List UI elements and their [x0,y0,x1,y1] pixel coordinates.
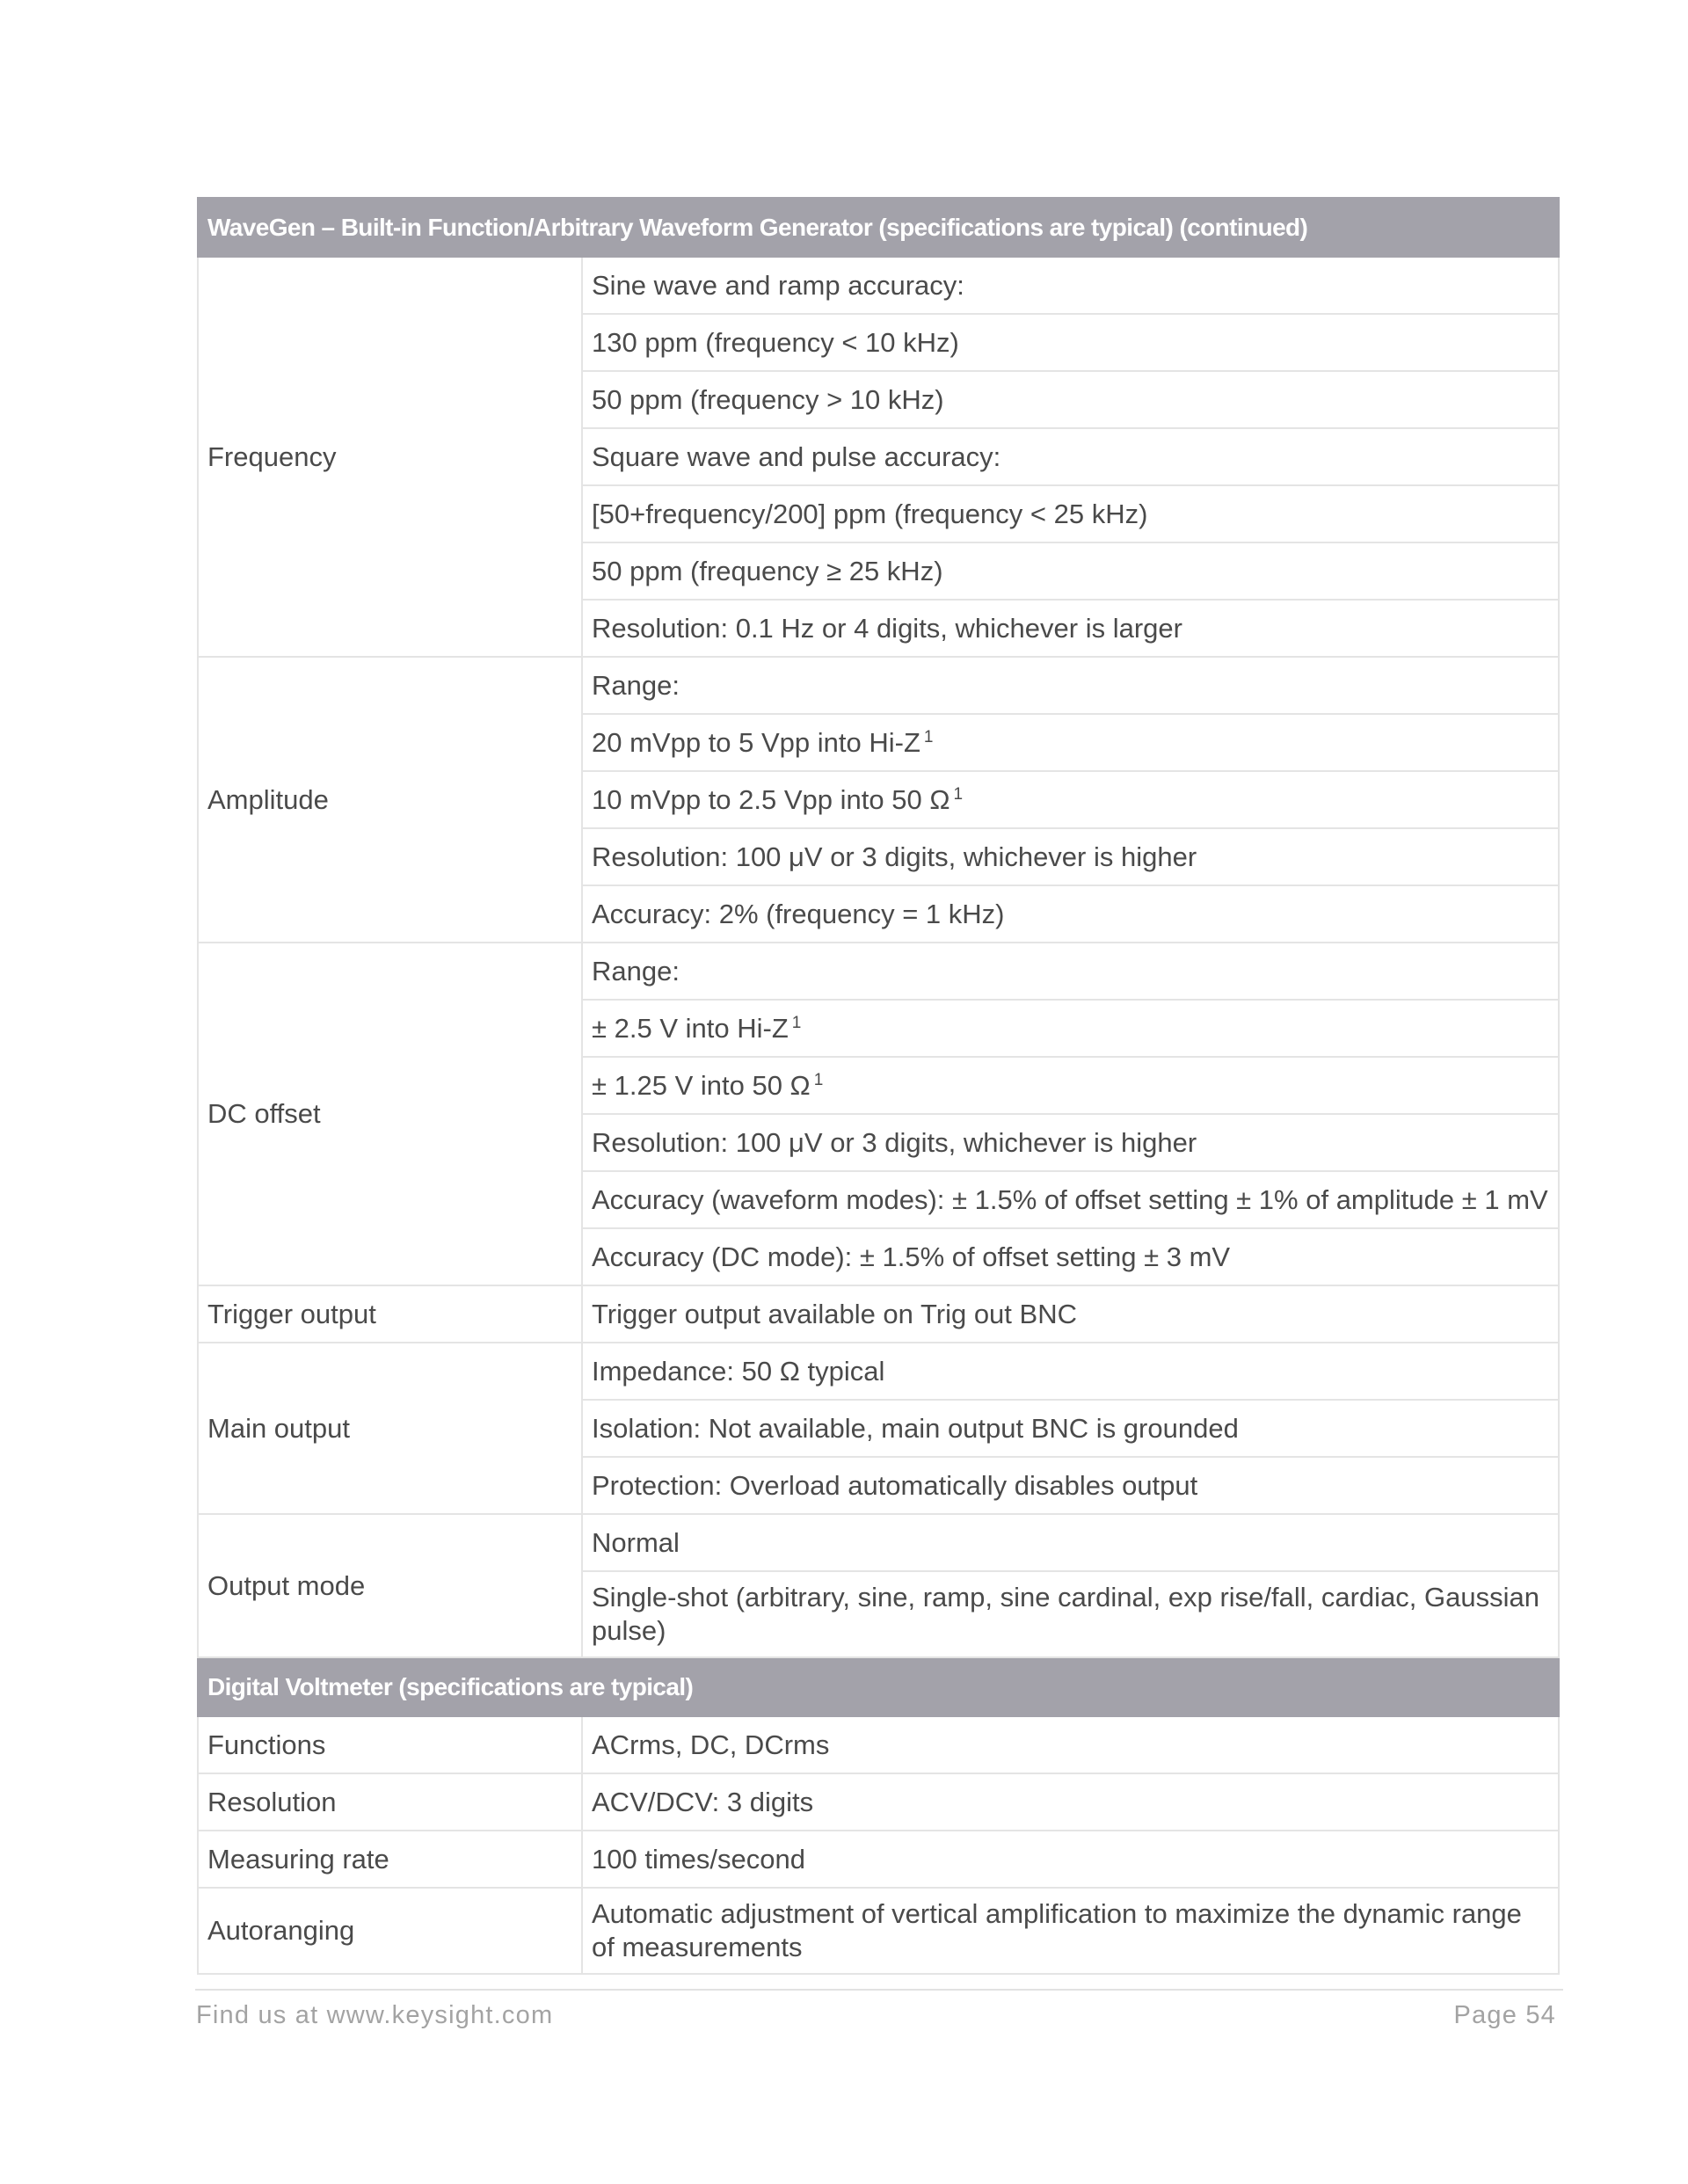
output-mode-label: Output mode [198,1514,582,1657]
footer-website: Find us at www.keysight.com [196,2001,554,2029]
spec-table [197,197,1560,1975]
frequency-line-4: Square wave and pulse accuracy: [582,428,1559,485]
amplitude-line-3-text: 10 mVpp to 2.5 Vpp into 50 Ω [592,783,950,815]
footer-page-number: Page 54 [1453,2001,1556,2029]
dc-offset-label: DC offset [198,943,582,1285]
amplitude-line-4: Resolution: 100 μV or 3 digits, whichever is higher [582,828,1559,885]
frequency-line-3: 50 ppm (frequency > 10 kHz) [582,371,1559,428]
dc-offset-line-2-text: ± 2.5 V into Hi-Z [592,1012,789,1044]
main-output-line-2: Isolation: Not available, main output BNC is grounded [582,1400,1559,1457]
frequency-line-6: 50 ppm (frequency ≥ 25 kHz) [582,542,1559,600]
dvm-resolution-row [198,1773,1559,1831]
wavegen-section-header [198,198,1559,257]
dvm-functions-label: Functions [198,1716,582,1773]
dc-offset-line-2 [582,1000,1559,1057]
dc-offset-line-1: Range: [582,943,1559,1000]
frequency-line-7: Resolution: 0.1 Hz or 4 digits, whichever is larger [582,600,1559,657]
dc-offset-line-3-text: ± 1.25 V into 50 Ω [592,1069,811,1101]
dvm-measuring-rate-value: 100 times/second [582,1831,1559,1888]
dvm-resolution-value: ACV/DCV: 3 digits [582,1773,1559,1831]
frequency-line-5: [50+frequency/200] ppm (frequency < 25 kHz) [582,485,1559,542]
dvm-functions-value: ACrms, DC, DCrms [582,1716,1559,1773]
frequency-row [198,257,1559,314]
dvm-section-header [198,1657,1559,1716]
amplitude-line-2-text: 20 mVpp to 5 Vpp into Hi-Z [592,726,920,758]
footnote-mark: 1 [923,727,934,746]
dvm-resolution-label: Resolution [198,1773,582,1831]
amplitude-label: Amplitude [198,657,582,943]
dvm-measuring-rate-label: Measuring rate [198,1831,582,1888]
dc-offset-line-6: Accuracy (DC mode): ± 1.5% of offset setting ± 3 mV [582,1228,1559,1285]
dvm-autoranging-row [198,1888,1559,1974]
footnote-mark: 1 [791,1013,802,1032]
main-output-line-3: Protection: Overload automatically disables output [582,1457,1559,1514]
main-output-row [198,1343,1559,1400]
dc-offset-line-5: Accuracy (waveform modes): ± 1.5% of offset setting ± 1% of amplitude ± 1 mV [582,1171,1559,1228]
frequency-label: Frequency [198,257,582,657]
footnote-mark: 1 [953,784,964,804]
amplitude-line-1: Range: [582,657,1559,714]
dvm-measuring-rate-row [198,1831,1559,1888]
output-mode-line-2: Single-shot (arbitrary, sine, ramp, sine cardinal, exp rise/fall, cardiac, Gaussian pulse) [582,1571,1559,1657]
dvm-functions-row [198,1716,1559,1773]
frequency-line-1: Sine wave and ramp accuracy: [582,257,1559,314]
wavegen-section-title: WaveGen – Built-in Function/Arbitrary Waveform Generator (specifications are typical) (continued) [198,198,1559,257]
main-output-label: Main output [198,1343,582,1514]
dvm-autoranging-label: Autoranging [198,1888,582,1974]
frequency-line-2: 130 ppm (frequency < 10 kHz) [582,314,1559,371]
output-mode-line-1: Normal [582,1514,1559,1571]
trigger-output-row [198,1285,1559,1343]
dvm-section-title: Digital Voltmeter (specifications are typical) [198,1657,1559,1716]
footer-divider [195,1989,1563,1991]
dvm-autoranging-value: Automatic adjustment of vertical amplification to maximize the dynamic range of measurements [582,1888,1559,1974]
dc-offset-line-3 [582,1057,1559,1114]
amplitude-line-5: Accuracy: 2% (frequency = 1 kHz) [582,885,1559,943]
trigger-output-line-1: Trigger output available on Trig out BNC [582,1285,1559,1343]
trigger-output-label: Trigger output [198,1285,582,1343]
main-output-line-1: Impedance: 50 Ω typical [582,1343,1559,1400]
dc-offset-row [198,943,1559,1000]
output-mode-row [198,1514,1559,1571]
dc-offset-line-4: Resolution: 100 μV or 3 digits, whichever is higher [582,1114,1559,1171]
amplitude-line-2 [582,714,1559,771]
amplitude-line-3 [582,771,1559,828]
amplitude-row [198,657,1559,714]
footnote-mark: 1 [813,1070,824,1089]
